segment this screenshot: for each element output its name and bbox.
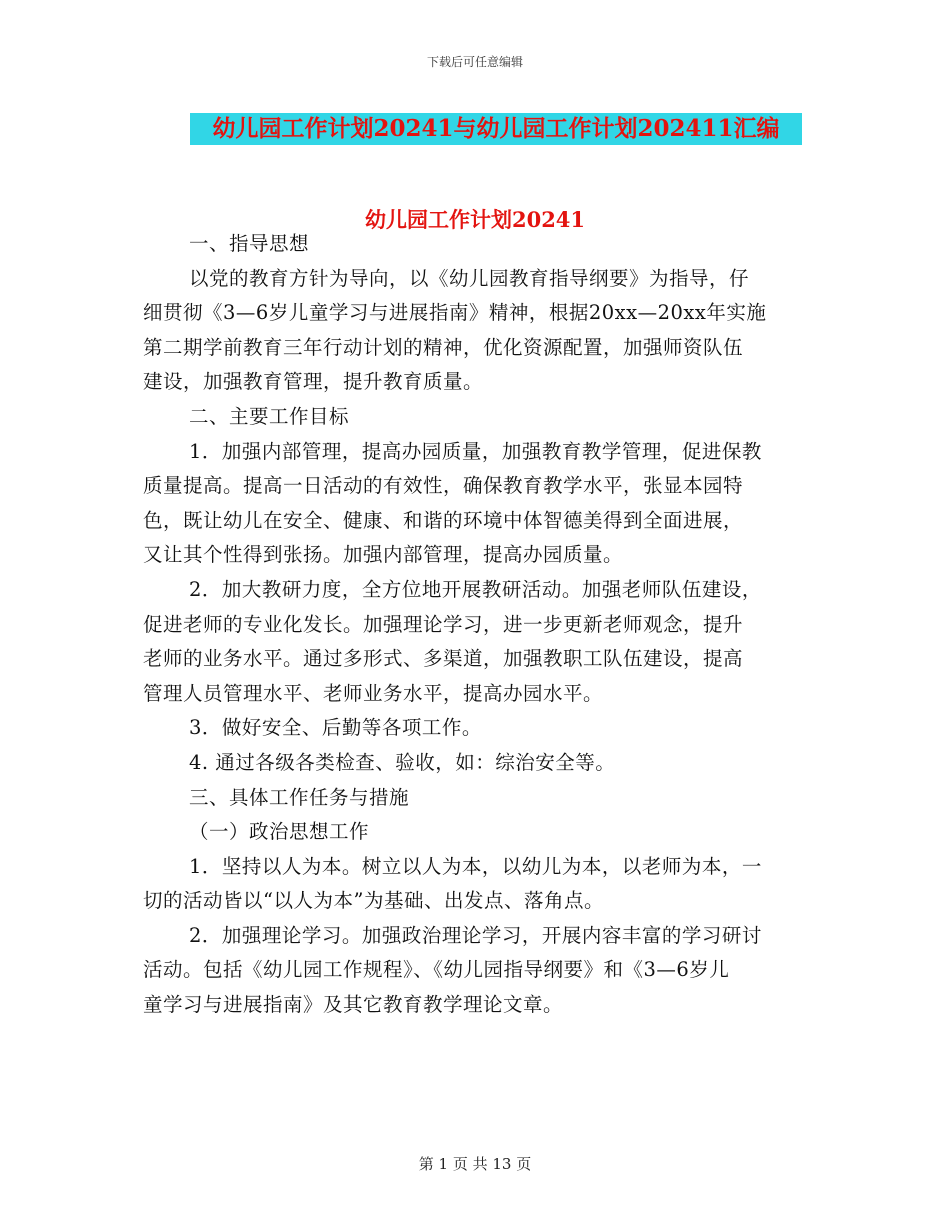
text-line: 切的活动皆以“以人为本”为基础、出发点、落角点。 — [143, 889, 604, 913]
document-title: 幼儿园工作计划20241与幼儿园工作计划202411汇编 — [190, 113, 802, 145]
text-line: 以党的教育方针为导向，以《幼儿园教育指导纲要》为指导，仔 — [189, 266, 750, 290]
text-line: 4. 通过各级各类检查、验收，如：综治安全等。 — [189, 750, 616, 774]
text-line: 促进老师的专业化发长。加强理论学习，进一步更新老师观念，提升 — [143, 612, 744, 636]
text-line: 二、主要工作目标 — [189, 404, 350, 428]
text-line: 建设，加强教育管理，提升教育质量。 — [143, 370, 484, 394]
text-line: 一、指导思想 — [189, 232, 310, 255]
text-line: 童学习与进展指南》及其它教育教学理论文章。 — [143, 993, 564, 1017]
text-line: 3．做好安全、后勤等各项工作。 — [189, 716, 482, 740]
text-line: 细贯彻《3—6岁儿童学习与进展指南》精神，根据20xx—20xx年实施 — [143, 301, 767, 325]
body-text — [143, 227, 807, 1023]
text-line: 活动。包括《幼儿园工作规程》、《幼儿园指导纲要》和《3—6岁儿 — [143, 958, 730, 982]
text-line: 又让其个性得到张扬。加强内部管理，提高办园质量。 — [143, 543, 624, 567]
text-line: 三、具体工作任务与措施 — [189, 785, 410, 809]
text-line: 2．加强理论学习。加强政治理论学习，开展内容丰富的学习研讨 — [189, 923, 762, 947]
text-line: 管理人员管理水平、老师业务水平，提高办园水平。 — [143, 681, 604, 705]
header-note: 下载后可任意编辑 — [426, 55, 523, 69]
text-line: （一）政治思想工作 — [189, 820, 370, 844]
text-line: 2．加大教研力度，全方位地开展教研活动。加强老师队伍建设， — [189, 577, 762, 601]
text-line: 第二期学前教育三年行动计划的精神，优化资源配置，加强师资队伍 — [143, 335, 744, 359]
text-line: 老师的业务水平。通过多形式、多渠道，加强教职工队伍建设，提高 — [143, 647, 744, 671]
section-title: 幼儿园工作计划20241 — [364, 207, 586, 232]
text-line: 色，既让幼儿在安全、健康、和谐的环境中体智德美得到全面进展， — [143, 508, 744, 532]
page-footer: 第 1 页 共 13 页 — [418, 1155, 532, 1173]
text-line: 质量提高。提高一日活动的有效性，确保教育教学水平，张显本园特 — [143, 474, 744, 498]
text-line: 1．加强内部管理，提高办园质量，加强教育教学管理，促进保教 — [189, 439, 762, 463]
text-line: 1．坚持以人为本。树立以人为本，以幼儿为本，以老师为本，一 — [189, 854, 762, 878]
